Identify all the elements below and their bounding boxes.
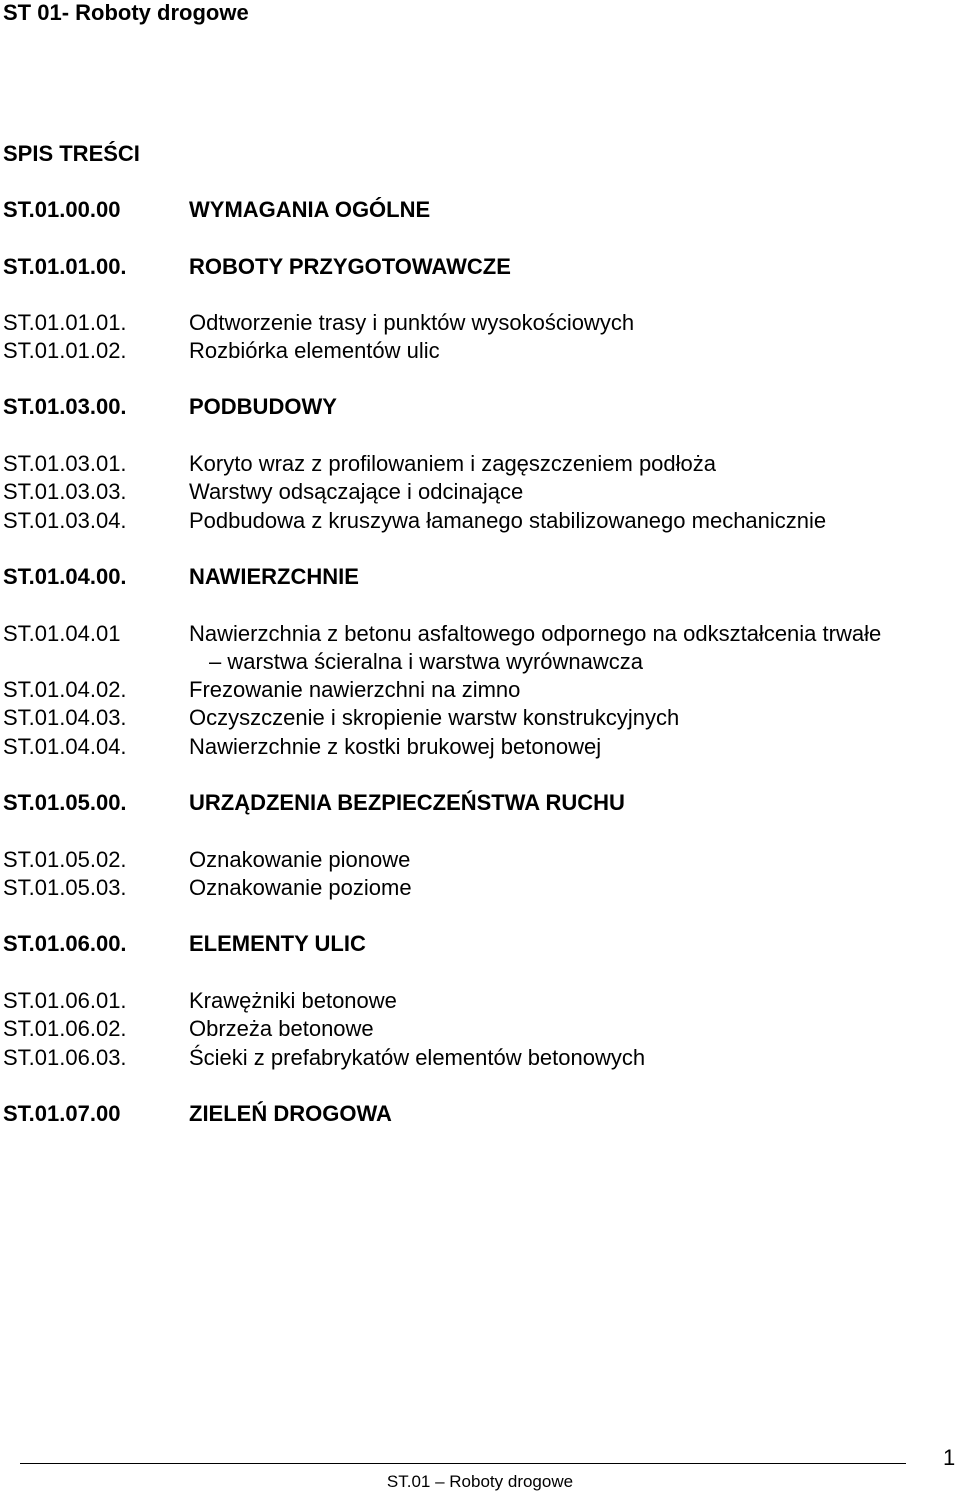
toc-section-title: WYMAGANIA OGÓLNE — [189, 197, 431, 222]
toc-entry-code: ST.01.01.01. — [3, 310, 127, 335]
toc-section-title: ROBOTY PRZYGOTOWAWCZE — [189, 254, 511, 279]
toc-entry-code: ST.01.03.04. — [3, 508, 127, 533]
toc-section-title: PODBUDOWY — [189, 394, 337, 419]
toc-entry-code: ST.01.03.03. — [3, 479, 127, 504]
toc-entry-code: ST.01.05.02. — [3, 847, 127, 872]
toc-entry-code: ST.01.05.00. — [3, 790, 127, 815]
toc-entry-code: ST.01.07.00 — [3, 1101, 121, 1126]
toc-entry-code: ST.01.04.01 — [3, 621, 121, 646]
page-title: ST 01- Roboty drogowe — [3, 0, 249, 25]
toc-entry-title: Rozbiórka elementów ulic — [189, 338, 440, 363]
toc-entry-title: Odtworzenie trasy i punktów wysokościowych — [189, 310, 635, 335]
toc-section-title: ELEMENTY ULIC — [189, 931, 366, 956]
toc-entry-code: ST.01.04.00. — [3, 564, 127, 589]
toc-entry-title: Nawierzchnie z kostki brukowej betonowej — [189, 734, 602, 759]
toc-entry-title: Warstwy odsączające i odcinające — [189, 479, 524, 504]
toc-entry-title: Ścieki z prefabrykatów elementów betonowych — [189, 1045, 646, 1070]
toc-entry-title: Frezowanie nawierzchni na zimno — [189, 677, 521, 702]
toc-entry-title: Oczyszczenie i skropienie warstw konstrukcyjnych — [189, 705, 680, 730]
footer-text: ST.01 – Roboty drogowe — [386, 1472, 574, 1491]
toc-entry-code: ST.01.06.03. — [3, 1045, 127, 1070]
toc-entry-code: ST.01.03.00. — [3, 394, 127, 419]
toc-heading: SPIS TREŚCI — [3, 141, 140, 166]
toc-entry-title: Obrzeża betonowe — [189, 1016, 374, 1041]
toc-entry-code: ST.01.06.02. — [3, 1016, 127, 1041]
toc-entry-title: Krawężniki betonowe — [189, 988, 397, 1013]
page-number: 1 — [943, 1445, 956, 1470]
toc-entry-title: Oznakowanie pionowe — [189, 847, 411, 872]
toc-entry-code: ST.01.04.02. — [3, 677, 127, 702]
toc-entry-code: ST.01.01.02. — [3, 338, 127, 363]
toc-entry-title: Podbudowa z kruszywa łamanego stabilizowanego mechanicznie — [189, 508, 827, 533]
toc-entry-title: Koryto wraz z profilowaniem i zagęszczeniem podłoża — [189, 451, 717, 476]
footer-divider — [20, 1463, 906, 1464]
toc-entry-title-continuation: – warstwa ścieralna i warstwa wyrównawcza — [209, 649, 644, 674]
toc-section-title: NAWIERZCHNIE — [189, 564, 359, 589]
toc-entry-code: ST.01.04.03. — [3, 705, 127, 730]
toc-entry-code: ST.01.03.01. — [3, 451, 127, 476]
toc-section-title: URZĄDZENIA BEZPIECZEŃSTWA RUCHU — [189, 790, 625, 815]
toc-entry-code: ST.01.04.04. — [3, 734, 127, 759]
toc-entry-code: ST.01.06.00. — [3, 931, 127, 956]
toc-entry-code: ST.01.01.00. — [3, 254, 127, 279]
toc-entry-title: Nawierzchnia z betonu asfaltowego odpornego na odkształcenia trwałe — [189, 621, 882, 646]
toc-entry-code: ST.01.00.00 — [3, 197, 121, 222]
toc-entry-title: Oznakowanie poziome — [189, 875, 412, 900]
toc-entry-code: ST.01.05.03. — [3, 875, 127, 900]
toc-entry-code: ST.01.06.01. — [3, 988, 127, 1013]
toc-section-title: ZIELEŃ DROGOWA — [189, 1101, 392, 1126]
